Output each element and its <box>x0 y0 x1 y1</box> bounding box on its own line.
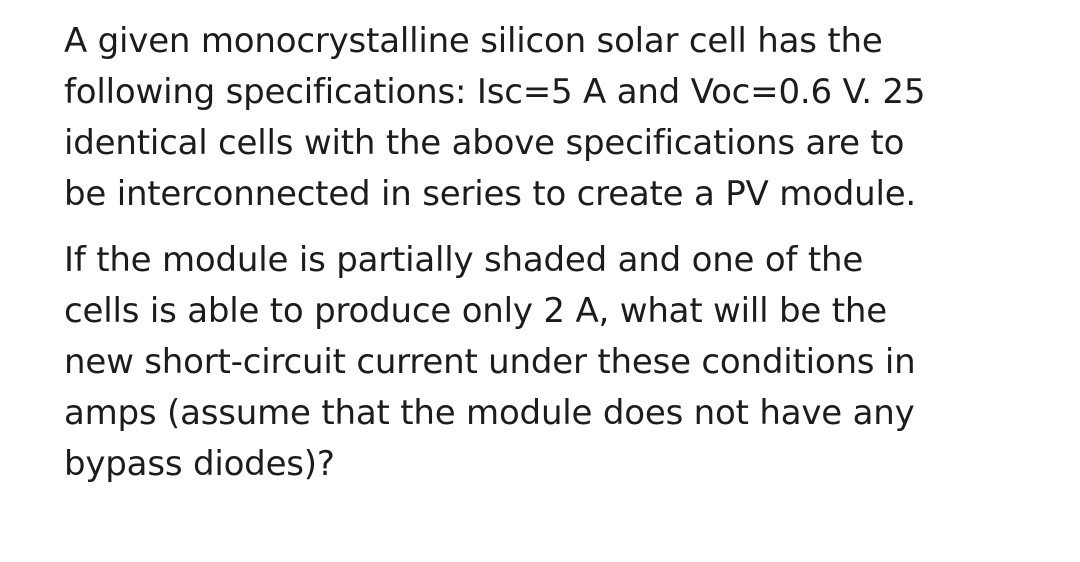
paragraph-problem-setup <box>64 16 1064 220</box>
question-text <box>64 16 1064 490</box>
text-line: If the module is partially shaded and one of the <box>64 240 864 280</box>
text-line: cells is able to produce only 2 A, what will be the <box>64 291 887 331</box>
text-line: bypass diodes)? <box>64 444 335 484</box>
text-line: be interconnected in series to create a PV module. <box>64 174 917 214</box>
text-line: A given monocrystalline silicon solar cell has the <box>64 21 883 61</box>
paragraph-question <box>64 235 1064 490</box>
text-line: identical cells with the above specifications are to <box>64 123 905 163</box>
text-line: new short-circuit current under these conditions in <box>64 342 916 382</box>
text-line: following specifications: Isc=5 A and Voc=0.6 V. 25 <box>64 72 926 112</box>
text-line: amps (assume that the module does not have any <box>64 393 915 433</box>
